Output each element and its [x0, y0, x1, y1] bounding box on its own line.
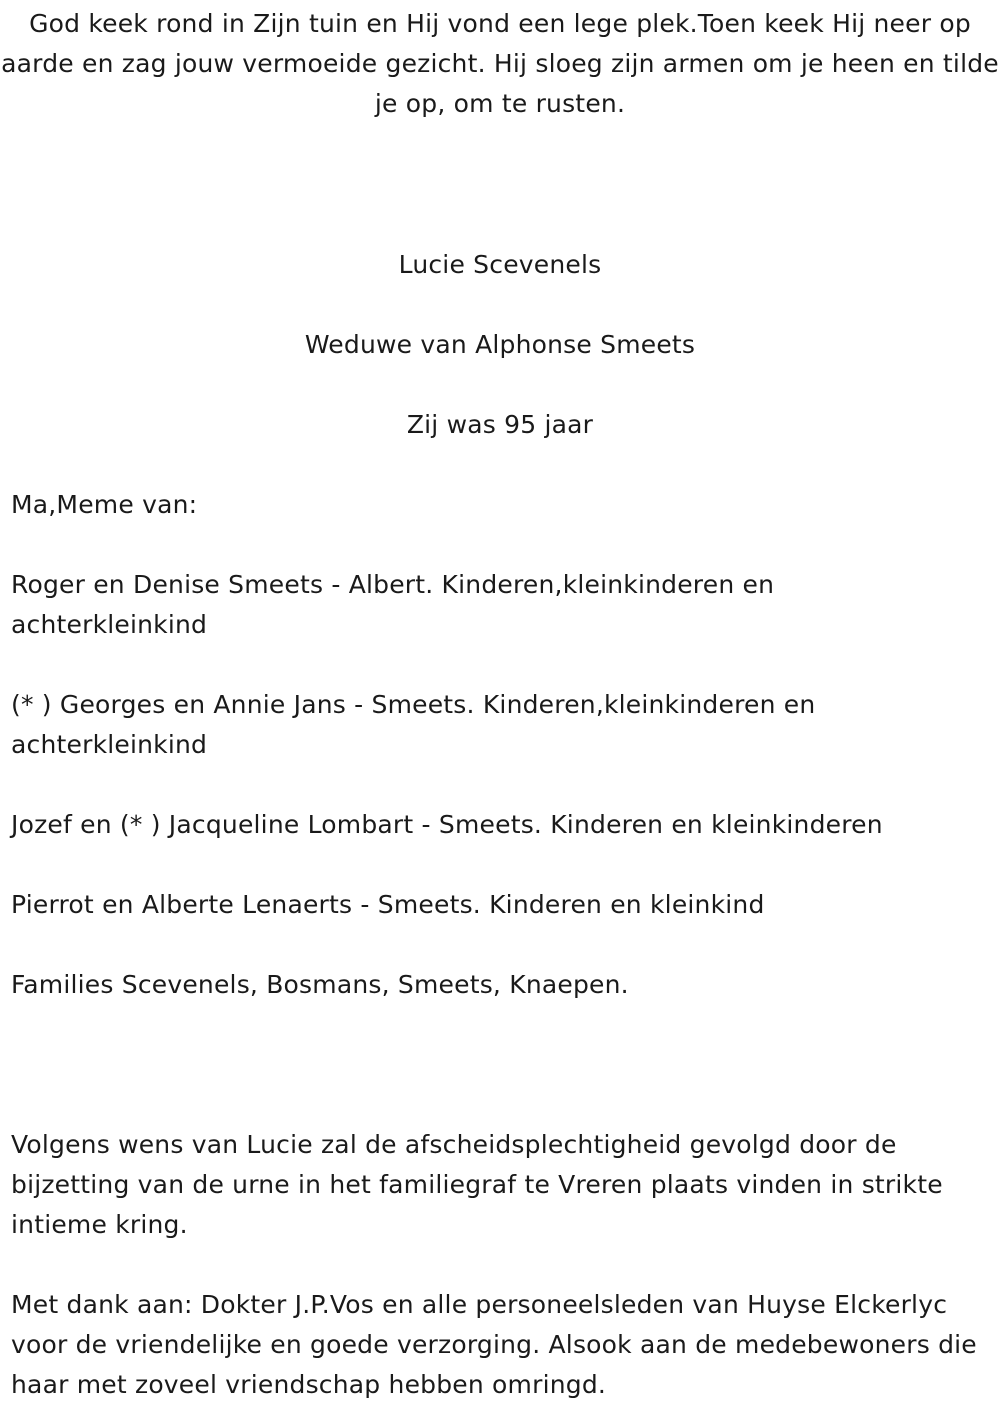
poem-text: God keek rond in Zijn tuin en Hij vond een lege plek.Toen keek Hij neer op aarde en zag jouw vermoeide gezicht. Hij sloeg zijn armen om je heen en tilde je op, om te rusten.: [1, 9, 999, 118]
family-member: Pierrot en Alberte Lenaerts - Smeets. Kinderen en kleinkind: [11, 890, 765, 919]
thanks-text: Met dank aan: Dokter J.P.Vos en alle personeelsleden van Huyse Elckerlyc voor de vriendelijke en goede verzorging. Alsook aan de medebewoners die haar met zoveel vriendschap hebben omringd.: [11, 1290, 977, 1399]
family-member: Jozef en (* ) Jacqueline Lombart - Smeets. Kinderen en kleinkinderen: [11, 810, 883, 839]
family-member: Roger en Denise Smeets - Albert. Kinderen,kleinkinderen en achterkleinkind: [11, 570, 775, 639]
spouse-line: Weduwe van Alphonse Smeets: [304, 330, 696, 359]
deceased-name: Lucie Scevenels: [398, 250, 602, 279]
family-heading: Ma,Meme van:: [11, 490, 198, 519]
family-member: (* ) Georges en Annie Jans - Smeets. Kinderen,kleinkinderen en achterkleinkind: [11, 690, 816, 759]
families-line: Families Scevenels, Bosmans, Smeets, Knaepen.: [11, 970, 629, 999]
funeral-notice: Volgens wens van Lucie zal de afscheidsplechtigheid gevolgd door de bijzetting van de urne in het familiegraf te Vreren plaats vinden in strikte intieme kring.: [11, 1130, 943, 1239]
age-line: Zij was 95 jaar: [406, 410, 594, 439]
